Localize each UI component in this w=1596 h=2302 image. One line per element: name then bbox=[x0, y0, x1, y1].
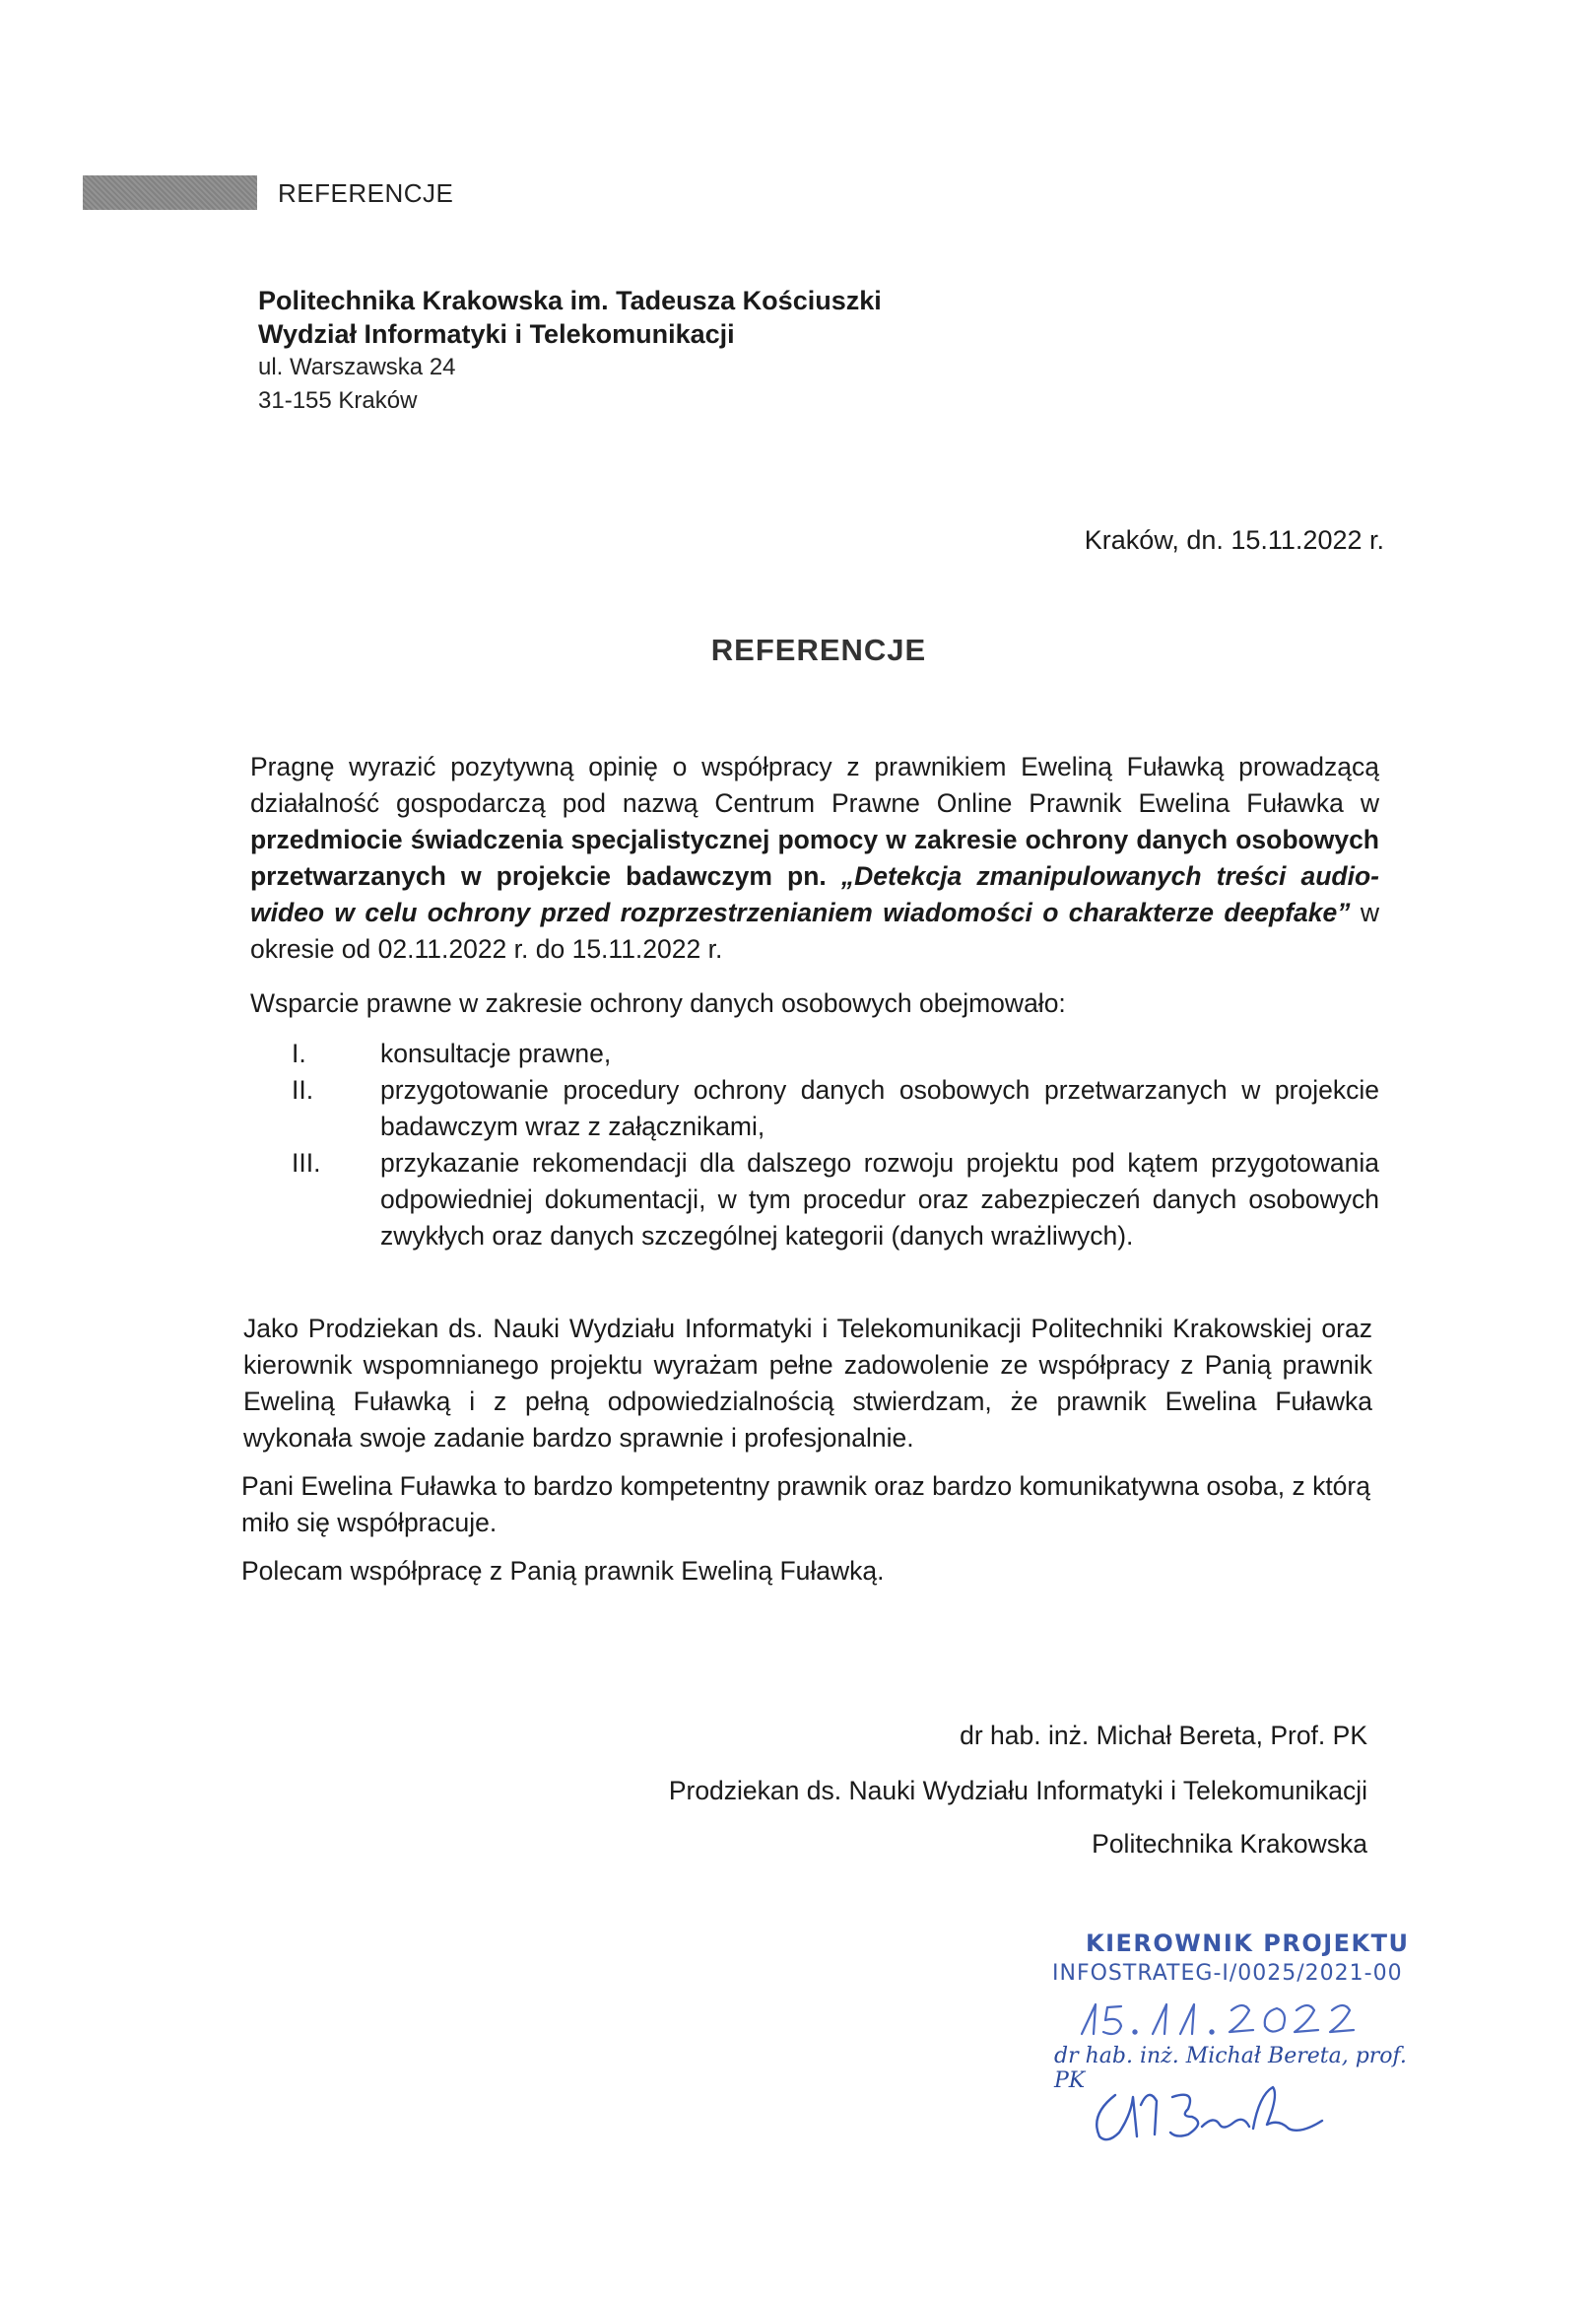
support-list bbox=[292, 1036, 1379, 1254]
list-item bbox=[292, 1072, 1379, 1145]
paragraph-intro bbox=[250, 749, 1379, 968]
redacted-block bbox=[83, 175, 257, 210]
sender-institution: Politechnika Krakowska im. Tadeusza Kościuszki bbox=[258, 286, 882, 315]
signatory-position: Prodziekan ds. Nauki Wydziału Informatyki i Telekomunikacji bbox=[668, 1776, 1367, 1805]
signatory-institution: Politechnika Krakowska bbox=[1092, 1829, 1367, 1859]
sender-faculty: Wydział Informatyki i Telekomunikacji bbox=[258, 319, 735, 349]
list-item bbox=[292, 1036, 1379, 1072]
signatory-name: dr hab. inż. Michał Bereta, Prof. PK bbox=[960, 1721, 1367, 1750]
list-item-number: II. bbox=[292, 1075, 314, 1105]
paragraph-intro-text: Pragnę wyrazić pozytywną opinię o współpracy z prawnikiem Eweliną Fuławką prowadzącą działalność gospodarczą pod nazwą Centrum Prawne Online Prawnik Ewelina Fuławka w bbox=[250, 752, 1379, 818]
project-title: „Detekcja zmanipulowanych treści audio-wideo w celu ochrony przed rozprzestrzenianiem wiadomości o charakterze deepfake” bbox=[250, 861, 1379, 927]
list-item-text: przykazanie rekomendacji dla dalszego rozwoju projektu pod kątem przygotowania odpowiedniej dokumentacji, w tym procedur oraz zabezpieczeń danych osobowych zwykłych oraz danych szczególnej kategorii (danych wrażliwych). bbox=[380, 1148, 1379, 1251]
list-item bbox=[292, 1145, 1379, 1254]
paragraph-support: Wsparcie prawne w zakresie ochrony danych osobowych obejmowało: bbox=[250, 988, 1066, 1018]
list-item-text: przygotowanie procedury ochrony danych osobowych przetwarzanych w projekcie badawczym wraz z załącznikami, bbox=[380, 1075, 1379, 1141]
document-title: REFERENCJE bbox=[710, 633, 927, 667]
sender-street: ul. Warszawska 24 bbox=[258, 354, 456, 380]
signature-drawing bbox=[1086, 2075, 1342, 2154]
handwritten-date bbox=[1074, 1995, 1389, 2051]
header-label: REFERENCJE bbox=[278, 178, 454, 208]
sender-city: 31-155 Kraków bbox=[258, 387, 418, 414]
sender-address bbox=[258, 284, 882, 418]
stamp-project-code: INFOSTRATEG-I/0025/2021-00 bbox=[1052, 1961, 1403, 1986]
letter-date: Kraków, dn. 15.11.2022 r. bbox=[1084, 525, 1384, 555]
list-item-number: III. bbox=[292, 1148, 321, 1178]
handwritten-signature bbox=[1086, 2075, 1342, 2159]
list-item-text: konsultacje prawne, bbox=[380, 1039, 612, 1068]
stamp-title: KIEROWNIK PROJEKTU bbox=[1086, 1930, 1410, 1957]
paragraph-competence: Pani Ewelina Fuławka to bardzo kompetentny prawnik oraz bardzo komunikatywna osoba, z którą miło się współpracuje. bbox=[241, 1471, 1370, 1537]
paragraph-recommendation: Polecam współpracę z Panią prawnik Eweliną Fuławką. bbox=[241, 1556, 885, 1586]
handwritten-date-drawing bbox=[1074, 1995, 1389, 2042]
stamp-name: dr hab. inż. Michał Bereta, prof. PK bbox=[1054, 2044, 1407, 2093]
paragraph-satisfaction: Jako Prodziekan ds. Nauki Wydziału Informatyki i Telekomunikacji Politechniki Krakowskiej oraz kierownik wspomnianego projektu wyrażam pełne zadowolenie ze współpracy z Panią prawnik Eweliną Fuławką i z pełną odpowiedzialnością stwierdzam, że prawnik Ewelina Fuławka wykonała swoje zadanie bardzo sprawnie i profesjonalnie. bbox=[243, 1314, 1372, 1453]
list-item-number: I. bbox=[292, 1039, 306, 1068]
paragraph-intro-bold: przedmiocie świadczenia specjalistycznej pomocy w zakresie ochrony danych osobowych przetwarzanych w projekcie badawczym pn. bbox=[250, 825, 1379, 891]
paragraph-intro-period: w okresie od 02.11.2022 r. do 15.11.2022 r. bbox=[250, 898, 1380, 964]
